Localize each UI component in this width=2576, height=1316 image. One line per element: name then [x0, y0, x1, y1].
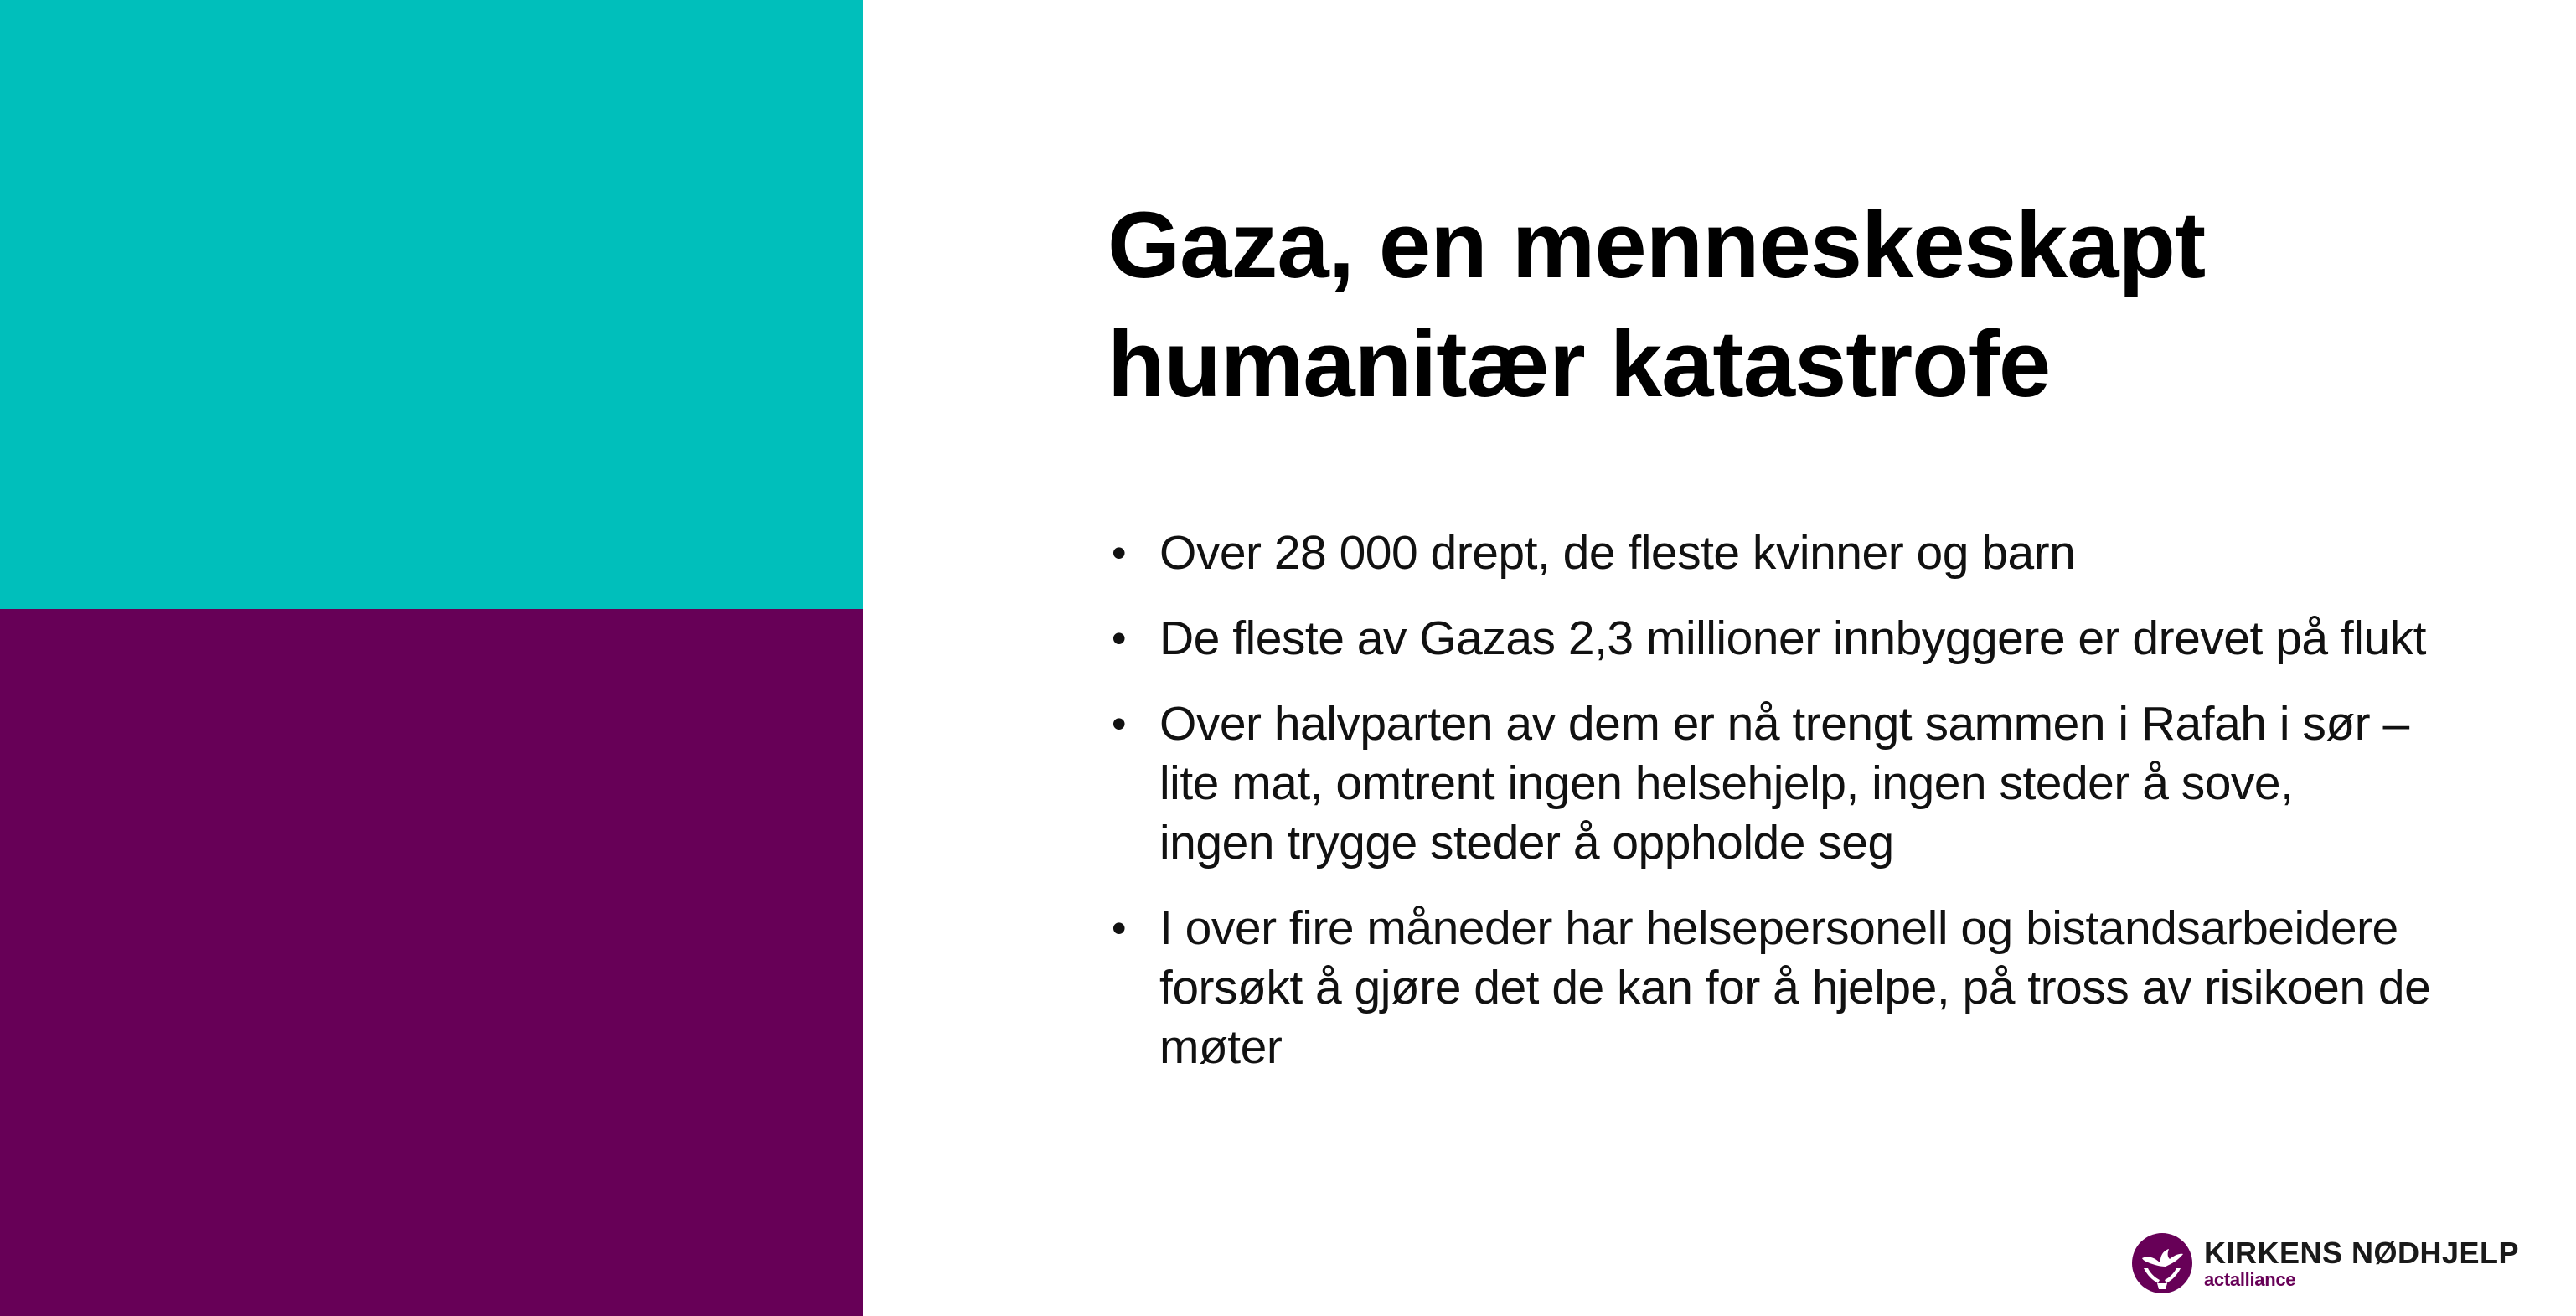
bullet-4-line-2: forsøkt å gjøre det de kan for å hjelpe, på tross av risikoen de	[1159, 961, 2431, 1014]
dove-hands-logo-icon	[2132, 1233, 2192, 1293]
slide-title	[1107, 186, 2490, 424]
bullet-3-line-2: lite mat, omtrent ingen helsehjelp, ingen steder å sove,	[1159, 756, 2294, 810]
bullet-dot-icon: •	[1112, 529, 1127, 576]
purple-color-block	[0, 609, 863, 1316]
bullet-4-line-3: møter	[1159, 1020, 1283, 1074]
organization-logo	[2132, 1231, 2519, 1295]
bullet-1-line-1: Over 28 000 drept, de fleste kvinner og barn	[1159, 526, 2076, 580]
bullet-item-3	[1107, 694, 2557, 873]
logo-sub-text: actalliance	[2204, 1269, 2296, 1290]
title-line-1: Gaza, en menneskeskapt	[1107, 193, 2206, 297]
bullet-2-line-1: De fleste av Gazas 2,3 millioner innbyggere er drevet på flukt	[1159, 612, 2426, 665]
bullet-item-2	[1107, 609, 2557, 668]
teal-color-block	[0, 0, 863, 609]
bullet-list	[1107, 524, 2557, 1103]
bullet-3-line-3: ingen trygge steder å oppholde seg	[1159, 816, 1894, 870]
bullet-item-1	[1107, 524, 2557, 583]
bullet-dot-icon: •	[1112, 905, 1127, 952]
bullet-3-line-1: Over halvparten av dem er nå trengt sammen i Rafah i sør –	[1159, 697, 2409, 751]
bullet-dot-icon: •	[1112, 700, 1127, 747]
bullet-item-4	[1107, 899, 2557, 1077]
title-line-2: humanitær katastrofe	[1107, 312, 2051, 416]
bullet-dot-icon: •	[1112, 615, 1127, 662]
logo-name-text: KIRKENS NØDHJELP	[2204, 1236, 2520, 1270]
bullet-4-line-1: I over fire måneder har helsepersonell og bistandsarbeidere	[1159, 901, 2398, 955]
